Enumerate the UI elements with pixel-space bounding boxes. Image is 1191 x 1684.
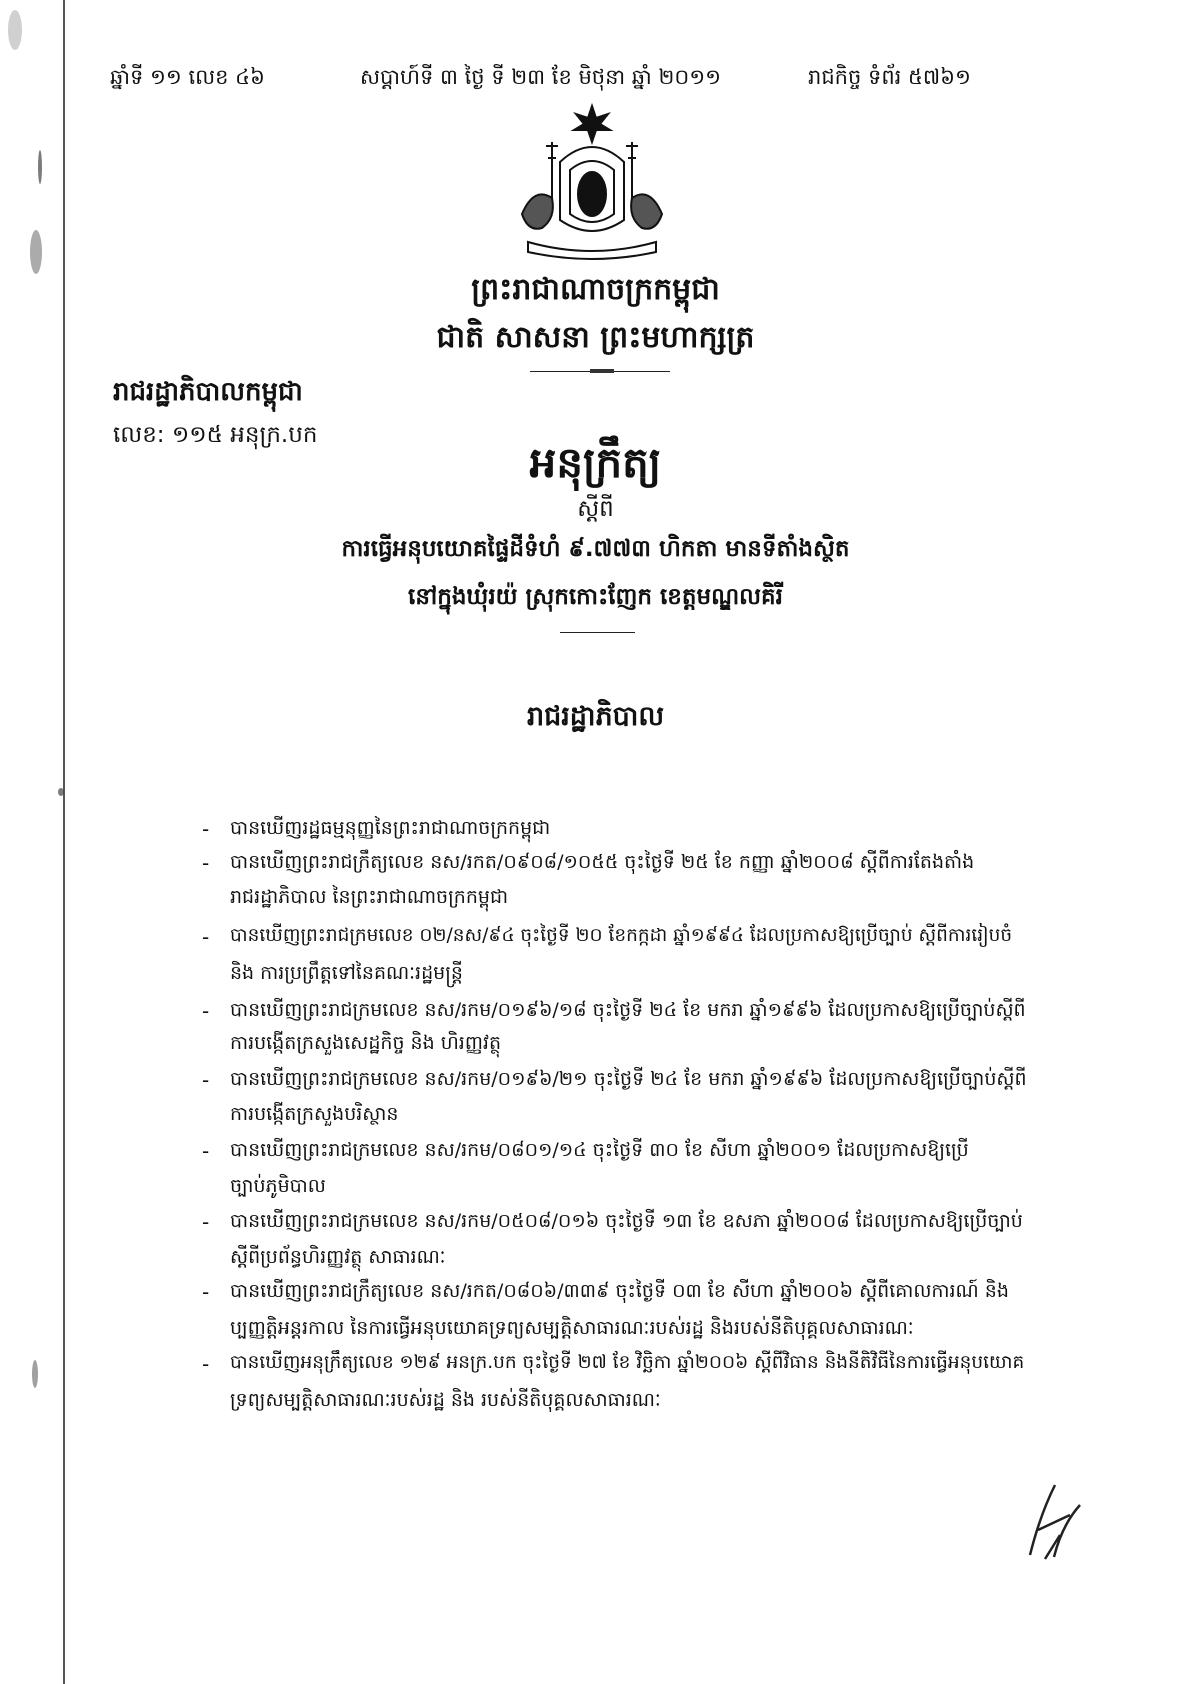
consideration-line: បានឃើញព្រះរាជក្រមលេខ នស/រកម/០៨០១/១៤ ចុះថ្ងៃទី ៣០ ខែ សីហា ឆ្នាំ២០០១ ដែលប្រកាសឱ្យប្រើ: [230, 1139, 969, 1161]
consideration-line: បានឃើញព្រះរាជក្រមលេខ នស/រកម/០១៩៦/១៨ ចុះថ្ងៃទី ២៤ ខែ មករា ឆ្នាំ១៩៩៦ ដែលប្រកាសឱ្យប្រើច្បាប់ស្តីពី: [230, 999, 1026, 1021]
bullet-dash: -: [202, 925, 210, 949]
document-subject-line1: ការធ្វើអនុបយោគផ្ទៃដីទំហំ ៩.៧៧៣ ហិកតា មានទីតាំងស្ថិត: [341, 536, 850, 562]
consideration-line: បានឃើញព្រះរាជក្រមលេខ នស/រកម/០៥០៨/០១៦ ចុះថ្ងៃទី ១៣ ខែ ឧសភា ឆ្នាំ២០០៨ ដែលប្រកាសឱ្យប្រើច្បាប់: [230, 1210, 1023, 1232]
bullet-dash: -: [202, 1280, 210, 1304]
kingdom-motto: ជាតិ សាសនា ព្រះមហាក្សត្រ: [436, 320, 755, 355]
gazette-pages: រាជកិច្ច ទំព័រ ៥៧៦១: [808, 65, 971, 89]
consideration-line: បានឃើញព្រះរាជក្រឹត្យលេខ នស/រកត/០៩០៨/១០៥៥ ចុះថ្ងៃទី ២៥ ខែ កញ្ញា ឆ្នាំ២០០៨ ស្តីពីការតែងតាំង: [230, 851, 975, 873]
document-subject-line2: នៅក្នុងឃុំ​រយ៉ ស្រុកកោះញែក ខេត្តមណ្ឌលគិរី: [408, 584, 783, 610]
issuing-authority: រាជរដ្ឋាភិបាលកម្ពុជា: [113, 377, 303, 407]
consideration-line: ការបង្កើតក្រសួងបរិស្ថាន: [230, 1103, 399, 1125]
gazette-issue: ឆ្នាំទី ១១ លេខ ៤៦: [110, 65, 265, 89]
consideration-line: និង ការប្រព្រឹត្តទៅនៃគណៈរដ្ឋមន្ត្រី: [230, 962, 463, 984]
consideration-line: ប្បញ្ញត្តិអន្តរកាល នៃការធ្វើអនុបយោគទ្រព្យសម្បត្តិសាធារណៈរបស់រដ្ឋ និងរបស់នីតិបុគ្គលសាធារណៈ: [230, 1317, 914, 1339]
bullet-dash: -: [202, 817, 210, 841]
bullet-dash: -: [202, 851, 210, 875]
scan-speck: [32, 1360, 38, 1388]
bullet-dash: -: [202, 1068, 210, 1092]
title-divider: [560, 632, 635, 633]
consideration-line: បានឃើញអនុក្រឹត្យលេខ ១២៩ អនក្រ.បក ចុះថ្ងៃទី ២៧ ខែ វិច្ឆិកា ឆ្នាំ២០០៦ ស្តីពីវិធាន និងនីតិវិធីនៃការធ្វើអនុបយោគ: [230, 1352, 1025, 1373]
bullet-dash: -: [202, 999, 210, 1023]
government-heading: រាជរដ្ឋាភិបាល: [526, 701, 665, 732]
document-number: លេខ: ១១៥ អនុក្រ.បក: [113, 422, 318, 448]
royal-coat-of-arms-icon: [512, 102, 672, 262]
consideration-line: បានឃើញព្រះរាជក្រមលេខ ០២/នស/៩៤ ចុះថ្ងៃទី ២០ ខែកក្កដា ឆ្នាំ១៩៩៤ ដែលប្រកាសឱ្យប្រើច្បាប់ ស្តីពីការរៀបចំ: [230, 925, 1013, 946]
consideration-line: រាជរដ្ឋាភិបាល នៃព្រះរាជាណាចក្រកម្ពុជា: [230, 886, 509, 908]
consideration-line: បានឃើញព្រះរាជក្រមលេខ នស/រកម/០១៩៦/២១ ចុះថ្ងៃទី ២៤ ខែ មករា ឆ្នាំ១៩៩៦ ដែលប្រកាសឱ្យប្រើច្បាប់ស្តីពី: [230, 1068, 1027, 1090]
consideration-line: ទ្រព្យសម្បត្តិសាធារណៈរបស់រដ្ឋ និង របស់នីតិបុគ្គលសាធារណៈ: [230, 1389, 661, 1411]
gazette-date: សប្តាហ៍ទី ៣ ថ្ងៃ ទី ២៣ ខែ មិថុនា ឆ្នាំ ២០១១: [360, 65, 722, 89]
scan-speck: [30, 230, 42, 274]
consideration-line: បានឃើញព្រះរាជក្រឹត្យលេខ នស/រកត/០៨០៦/៣៣៩ ចុះថ្ងៃទី ០៣ ខែ សីហា ឆ្នាំ២០០៦ ស្តីពីគោលការណ៍ និង: [230, 1280, 1009, 1302]
scan-speck: [58, 788, 64, 796]
bullet-dash: -: [202, 1139, 210, 1163]
consideration-line: បានឃើញរដ្ឋធម្មនុញ្ញនៃព្រះរាជាណាចក្រកម្ពុជា: [230, 817, 551, 839]
scan-speck: [38, 150, 42, 184]
ornament-center: [590, 369, 614, 373]
bullet-dash: -: [202, 1352, 210, 1376]
bullet-dash: -: [202, 1210, 210, 1234]
consideration-line: ច្បាប់ភូមិបាល: [230, 1175, 326, 1197]
document-about: ស្តីពី: [577, 496, 614, 522]
consideration-line: ស្តីពីប្រព័ន្ធហិរញ្ញវត្ថុ សាធារណៈ: [230, 1246, 446, 1268]
consideration-line: ការបង្កើតក្រសួងសេដ្ឋកិច្ច និង ហិរញ្ញវត្ថុ: [230, 1032, 502, 1054]
kingdom-name: ព្រះរាជាណាចក្រកម្ពុជា: [471, 272, 720, 307]
page-edge-rule: [63, 0, 65, 1684]
signature-initials: [1010, 1475, 1090, 1565]
document-type: អនុក្រឹត្យ: [529, 438, 662, 487]
scan-speck: [8, 10, 22, 50]
